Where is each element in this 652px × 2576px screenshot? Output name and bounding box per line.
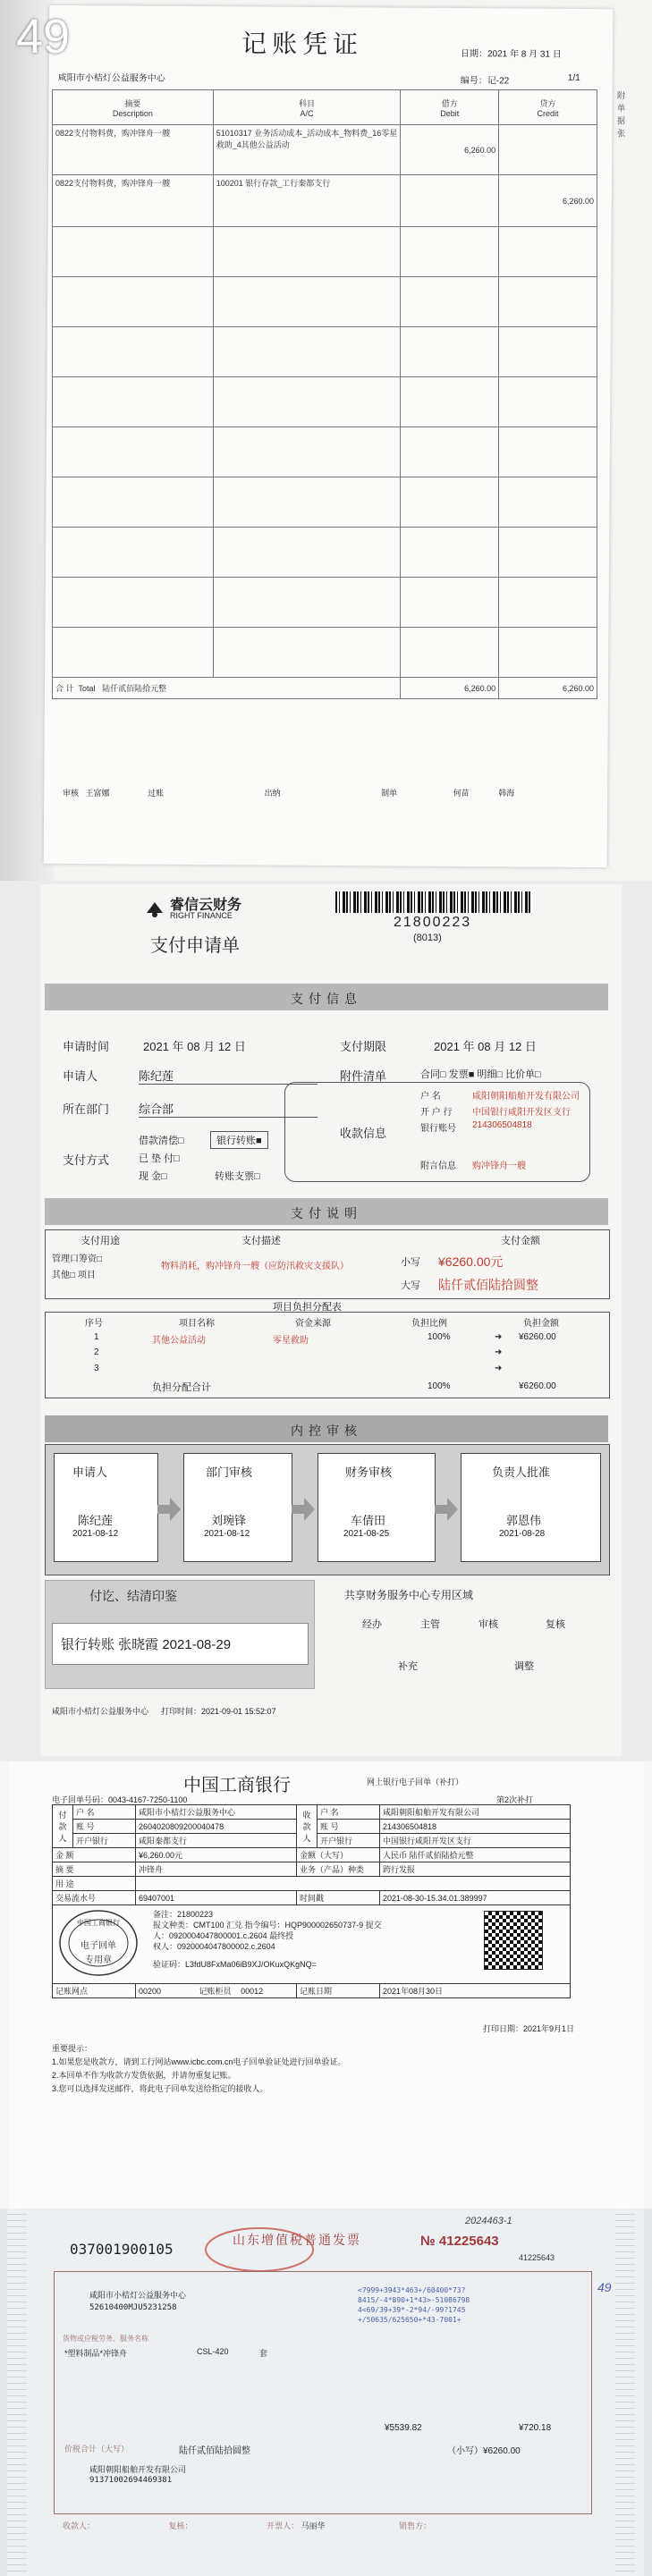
alloc-row-no: 3 bbox=[94, 1364, 99, 1373]
teller-label: 记账柜员 bbox=[199, 1987, 232, 1996]
alloc-header: 负担金额 bbox=[523, 1319, 559, 1329]
invoice-code: 037001900105 bbox=[70, 2241, 174, 2258]
accounting-voucher-section bbox=[0, 0, 652, 881]
empty-row bbox=[53, 477, 597, 528]
big-amount: 陆仟贰佰陆拾圆整 bbox=[438, 1278, 538, 1292]
settle-title: 付讫、结清印鉴 bbox=[89, 1589, 177, 1603]
field-label: 时间戳 bbox=[297, 1891, 380, 1905]
total-in-words: 陆仟贰佰陆拾元整 bbox=[102, 684, 167, 693]
field-label: 用 途 bbox=[53, 1877, 136, 1891]
barcode bbox=[335, 891, 532, 913]
arrow-icon: ➜ bbox=[495, 1332, 503, 1342]
goods-item: *塑料制品*冲锋舟 bbox=[64, 2349, 128, 2358]
payee-name: 咸阳朝阳船舶开发有限公司 bbox=[472, 1092, 580, 1102]
purpose-option: 其他□ 项目 bbox=[52, 1271, 96, 1280]
applicant-label: 申请人 bbox=[63, 1069, 98, 1083]
payment-request-section bbox=[0, 881, 652, 1761]
invoice-amount: ¥5539.82 bbox=[385, 2423, 422, 2433]
payee-name: 咸阳朝阳船舶开发有限公司 bbox=[380, 1805, 571, 1820]
shared-role: 主管 bbox=[420, 1619, 440, 1630]
flow-step-finance-review: 财务审核 车倩田 2021-08-25 bbox=[318, 1453, 436, 1562]
perforation-strip bbox=[7, 2209, 27, 2576]
alloc-total-label: 负担分配合计 bbox=[152, 1382, 211, 1393]
payment-footer-org: 咸阳市小桔灯公益服务中心 bbox=[52, 1707, 149, 1716]
flow-step-manager-approve: 负责人批准 郭恩伟 2021-08-28 bbox=[461, 1453, 601, 1562]
payee-account: 214306504818 bbox=[472, 1120, 532, 1130]
field-label: 业务（产品）种类 bbox=[297, 1862, 380, 1877]
flow-arrow-icon bbox=[157, 1498, 181, 1521]
voucher-date: 日期：2021 年 8 月 31 日 bbox=[460, 49, 562, 60]
memo-line: 权人：0920004047800002.c.2604 bbox=[153, 1942, 275, 1951]
invoice-total-small: （小写）¥6260.00 bbox=[447, 2446, 521, 2456]
big-label: 大写 bbox=[401, 1280, 420, 1291]
apply-time-label: 申请时间 bbox=[63, 1040, 110, 1053]
shared-role: 补充 bbox=[398, 1661, 418, 1672]
field-label: 账 号 bbox=[73, 1820, 136, 1834]
arrow-icon: ➜ bbox=[495, 1364, 503, 1373]
note: 购冲锋舟一艘 bbox=[472, 1161, 526, 1171]
invoice-number: № 41225643 bbox=[420, 2234, 499, 2249]
invoice-section bbox=[0, 2209, 652, 2576]
alloc-total-amount: ¥6260.00 bbox=[519, 1381, 556, 1391]
purpose bbox=[136, 1877, 571, 1891]
important-notes bbox=[52, 2042, 346, 2096]
empty-row bbox=[53, 277, 597, 327]
receipt-seal bbox=[58, 1909, 139, 1977]
empty-row bbox=[53, 578, 597, 628]
handwritten-corner: 2024463-1 bbox=[465, 2216, 512, 2226]
outlet: 00200 bbox=[139, 1987, 162, 1996]
row-summary: 0822支付物料费，购冲锋舟一艘 bbox=[53, 125, 214, 175]
payer-account: 2604020809200040478 bbox=[136, 1820, 297, 1834]
payer-bank: 咸阳秦都支行 bbox=[136, 1834, 297, 1848]
alloc-header: 项目名称 bbox=[179, 1319, 215, 1329]
goods-spec: CSL-420 bbox=[197, 2347, 229, 2356]
field-label: 开户银行 bbox=[318, 1834, 380, 1848]
empty-row bbox=[53, 427, 597, 477]
field-label: 金 额 bbox=[53, 1848, 136, 1862]
pay-method-option: 银行转账■ bbox=[210, 1131, 268, 1149]
field-label: 账 号 bbox=[318, 1820, 380, 1834]
brand-logo-icon bbox=[143, 897, 166, 920]
invoice-number-small: 41225643 bbox=[519, 2253, 555, 2262]
section-bar-pay-info: 支付信息 bbox=[45, 984, 608, 1010]
payment-footer-print: 打印时间：2021-09-01 15:52:07 bbox=[161, 1707, 276, 1716]
alloc-row-ratio: 100% bbox=[428, 1332, 451, 1342]
invoice-title: 山东增值税普通发票 bbox=[233, 2233, 361, 2247]
timestamp: 2021-08-30-15.34.01.389997 bbox=[380, 1891, 571, 1905]
pay-method-option: 已 垫 付□ bbox=[139, 1153, 180, 1164]
settle-text: 银行转账 张晓霞 2021-08-29 bbox=[61, 1637, 232, 1652]
small-label: 小写 bbox=[401, 1257, 420, 1268]
empty-row bbox=[53, 628, 597, 678]
note-line: 3.您可以选择发送邮件，将此电子回单发送给指定的接收人。 bbox=[52, 2084, 268, 2093]
amount-label: 支付金额 bbox=[501, 1236, 540, 1246]
flow-step-dept-review: 部门审核 刘琬锋 2021-08-12 bbox=[183, 1453, 292, 1562]
seller-tax-id: 91371002694469381 bbox=[89, 2476, 173, 2485]
alloc-row-no: 1 bbox=[94, 1332, 99, 1342]
purpose-option: 管理口筹资□ bbox=[52, 1254, 103, 1264]
print-count: 第2次补打 bbox=[496, 1795, 534, 1804]
desc: 物料消耗，购冲锋舟一艘（应防汛救灾支援队） bbox=[161, 1262, 349, 1271]
memo-line: 报文种类：CMT100 汇兑 指令编号：HQP900002650737-9 提交 bbox=[153, 1921, 382, 1930]
goods-unit: 套 bbox=[259, 2349, 268, 2358]
field-label: 户 名 bbox=[318, 1805, 380, 1820]
memo-line: 备注：21800223 bbox=[153, 1910, 214, 1919]
verify-code: L3fdU8FxMa06iB9XJ/OKuxQKgNQ= bbox=[185, 1960, 317, 1969]
purpose-label: 支付用途 bbox=[80, 1236, 120, 1246]
field-label: 交易流水号 bbox=[53, 1891, 136, 1905]
payee-name-label: 户 名 bbox=[420, 1092, 441, 1102]
payee-label: 收款人 bbox=[297, 1805, 318, 1848]
payee-bank: 中国银行咸阳开发区支行 bbox=[472, 1108, 571, 1118]
row-summary: 0822支付物料费，购冲锋舟一艘 bbox=[53, 175, 214, 227]
header-summary: 摘要 Description bbox=[53, 90, 214, 125]
alloc-row-name: 其他公益活动 bbox=[152, 1336, 206, 1346]
invoice-total-big: 陆仟贰佰陆拾圆整 bbox=[179, 2446, 250, 2456]
teller: 00012 bbox=[241, 1987, 264, 1996]
alloc-header: 序号 bbox=[85, 1319, 103, 1329]
field-label: 记账网点 bbox=[53, 1984, 136, 1998]
payer-name: 咸阳市小桔灯公益服务中心 bbox=[136, 1805, 297, 1820]
flow-arrow-icon bbox=[292, 1498, 315, 1521]
alloc-header: 负担比例 bbox=[411, 1319, 447, 1329]
bank-receipt-section bbox=[0, 1761, 652, 2209]
print-date: 打印日期：2021年9月1日 bbox=[483, 2024, 575, 2033]
voucher-title: 记账凭证 bbox=[241, 29, 364, 60]
total-debit: 6,260.00 bbox=[401, 678, 499, 699]
row-subject: 100201 银行存款_工行秦都支行 bbox=[213, 175, 401, 227]
payee-label: 收款信息 bbox=[340, 1127, 387, 1140]
invoice-signatures: 收款人： 复核： 开票人： 马丽华 销售方： bbox=[63, 2521, 432, 2530]
voucher-page: 1/1 bbox=[567, 72, 580, 83]
empty-row bbox=[53, 327, 597, 377]
pay-method-option: 现 金□ bbox=[139, 1171, 167, 1182]
approver-name: 王富娜 bbox=[85, 789, 110, 798]
invoice-tax: ¥720.18 bbox=[519, 2423, 552, 2433]
dept: 综合部 bbox=[139, 1100, 318, 1118]
flow-arrow-icon bbox=[435, 1498, 458, 1521]
seller-name: 咸阳朝阳船舶开发有限公司 bbox=[89, 2465, 187, 2474]
shared-role: 审核 bbox=[478, 1619, 498, 1630]
invoice-total-label: 价税合计（大写） bbox=[64, 2445, 130, 2454]
apply-time: 2021 年 08 月 12 日 bbox=[143, 1040, 246, 1053]
payment-title: 支付申请单 bbox=[150, 936, 240, 956]
pay-deadline-label: 支付期限 bbox=[340, 1040, 387, 1053]
flow-step-applicant: 申请人 陈纪莲 2021-08-12 bbox=[54, 1453, 158, 1562]
shared-role: 调整 bbox=[514, 1661, 534, 1672]
section-bar-control: 内控审核 bbox=[45, 1415, 608, 1442]
voucher-org: 咸阳市小桔灯公益服务中心 bbox=[57, 72, 165, 84]
alloc-row-no: 2 bbox=[94, 1347, 99, 1357]
attachments: 合同□ 发票■ 明细□ 比价单□ bbox=[420, 1069, 541, 1080]
pay-method-option: 借款清偿□ bbox=[139, 1136, 184, 1146]
row-credit bbox=[499, 125, 597, 175]
voucher-footer: 审核 王富娜 过账 出纳 制单 何苗 韩海 bbox=[63, 789, 515, 798]
field-label: 金额（大写） bbox=[297, 1848, 380, 1862]
dept-label: 所在部门 bbox=[63, 1102, 110, 1116]
applicant: 陈纪莲 bbox=[139, 1067, 318, 1085]
small-amount: ¥6260.00元 bbox=[438, 1254, 504, 1269]
arrow-icon: ➜ bbox=[495, 1347, 503, 1357]
row-subject: 51010317 业务活动成本_活动成本_物料费_16零星救助_4其他公益活动 bbox=[213, 125, 401, 175]
barcode-sub: (8013) bbox=[413, 933, 442, 943]
note-line: 1.如果您是收款方，请到工行网站www.icbc.com.cn电子回单验证处进行回单验证。 bbox=[52, 2057, 346, 2066]
payee-bank: 中国银行咸阳开发区支行 bbox=[380, 1834, 571, 1848]
receipt-no: 电子回单号码：0043-4167-7250-1100 bbox=[52, 1795, 188, 1804]
buyer-name: 咸阳市小桔灯公益服务中心 bbox=[89, 2291, 187, 2300]
verify-label: 验证码： bbox=[153, 1960, 186, 1969]
alloc-title: 项目负担分配表 bbox=[273, 1302, 342, 1313]
book-date: 2021年08月30日 bbox=[380, 1984, 571, 1998]
payee-account-label: 银行账号 bbox=[420, 1124, 456, 1134]
notes-title: 重要提示： bbox=[52, 2044, 93, 2053]
amount-big: 人民币 陆仟贰佰陆拾元整 bbox=[380, 1848, 571, 1862]
amount: ¥6,260.00元 bbox=[136, 1848, 297, 1862]
note-line: 2.本回单不作为收款方发货依据，并请勿重复记账。 bbox=[52, 2071, 236, 2080]
field-label: 开户银行 bbox=[73, 1834, 136, 1848]
pay-deadline: 2021 年 08 月 12 日 bbox=[434, 1040, 537, 1053]
bank-name: 中国工商银行 bbox=[183, 1774, 291, 1795]
perforation-strip bbox=[615, 2209, 635, 2576]
alloc-row-amount: ¥6260.00 bbox=[519, 1332, 556, 1342]
cipher-block: <7999+3943*463+/60400*73? 8415/-4*890+1*43>-51086798 4<69/39+39*-2*94/-99?1745 +/50635/625650+*43-7001+ bbox=[358, 2286, 470, 2324]
brand-name: 睿信云财务 bbox=[170, 898, 242, 913]
biz-type: 跨行发报 bbox=[380, 1862, 571, 1877]
total-row: 合 计 Total 陆仟贰佰陆拾元整 6,260.00 6,260.00 bbox=[53, 678, 597, 699]
row-credit: 6,260.00 bbox=[499, 175, 597, 227]
empty-row bbox=[53, 227, 597, 277]
header-credit: 贷方 Credit bbox=[499, 90, 597, 125]
shared-role: 经办 bbox=[362, 1619, 382, 1630]
serial: 69407001 bbox=[136, 1891, 297, 1905]
alloc-header: 资金来源 bbox=[295, 1319, 331, 1329]
row-debit bbox=[401, 175, 499, 227]
table-row bbox=[53, 175, 597, 227]
voucher-number: 编号：记-22 bbox=[460, 76, 510, 87]
field-label: 摘 要 bbox=[53, 1862, 136, 1877]
empty-row bbox=[53, 377, 597, 427]
header-debit: 借方 Debit bbox=[401, 90, 499, 125]
goods-column-header: 货物或应税劳务、服务名称 bbox=[63, 2335, 148, 2343]
table-row bbox=[53, 125, 597, 175]
payee-bank-label: 开 户 行 bbox=[420, 1108, 453, 1118]
pay-method-label: 支付方式 bbox=[63, 1153, 110, 1167]
section-bar-pay-desc: 支付说明 bbox=[45, 1198, 608, 1225]
summary: 冲锋舟 bbox=[136, 1862, 297, 1877]
alloc-row-source: 零星救助 bbox=[273, 1336, 309, 1346]
payee-account: 214306504818 bbox=[380, 1820, 571, 1834]
barcode-number: 21800223 bbox=[394, 915, 472, 930]
attachment-side-text: 附单据 张 bbox=[617, 91, 626, 138]
shared-role: 复核 bbox=[546, 1619, 565, 1630]
desc-label: 支付描述 bbox=[241, 1236, 281, 1246]
voucher-table bbox=[52, 89, 597, 699]
memo-line: 人：0920004047800001.c.2604 最终授 bbox=[153, 1931, 294, 1940]
total-credit: 6,260.00 bbox=[499, 678, 597, 699]
buyer-tax-id: 52610400MJU5231258 bbox=[89, 2303, 177, 2312]
alloc-total-ratio: 100% bbox=[428, 1381, 451, 1391]
seal-top-text: 中国工商银行 bbox=[77, 1919, 120, 1927]
bank-subtitle: 网上银行电子回单（补打） bbox=[367, 1778, 464, 1786]
attachments-label: 附件清单 bbox=[340, 1069, 387, 1083]
row-debit: 6,260.00 bbox=[401, 125, 499, 175]
receipt-table bbox=[52, 1804, 571, 1998]
qr-code bbox=[484, 1911, 543, 1970]
brand-name-en: RIGHT FINANCE bbox=[170, 911, 233, 920]
note-label: 附言信息 bbox=[420, 1161, 456, 1171]
seal-mid-text: 电子回单 bbox=[80, 1941, 116, 1951]
field-label: 记账日期 bbox=[297, 1984, 380, 1998]
maker-name: 何苗 bbox=[453, 789, 470, 798]
pay-method-option: 转账支票□ bbox=[215, 1171, 260, 1182]
payer-label: 付款人 bbox=[53, 1805, 73, 1848]
empty-row bbox=[53, 528, 597, 578]
header-subject: 科目 A/C bbox=[213, 90, 401, 125]
seal-bottom-text: 专用章 bbox=[85, 1955, 112, 1965]
shared-title: 共享财务服务中心专用区域 bbox=[344, 1589, 474, 1601]
field-label: 户 名 bbox=[73, 1805, 136, 1820]
page-number: 49 bbox=[16, 10, 71, 63]
side-handwritten-number: 49 bbox=[597, 2280, 612, 2294]
memo-cell bbox=[53, 1905, 571, 1984]
